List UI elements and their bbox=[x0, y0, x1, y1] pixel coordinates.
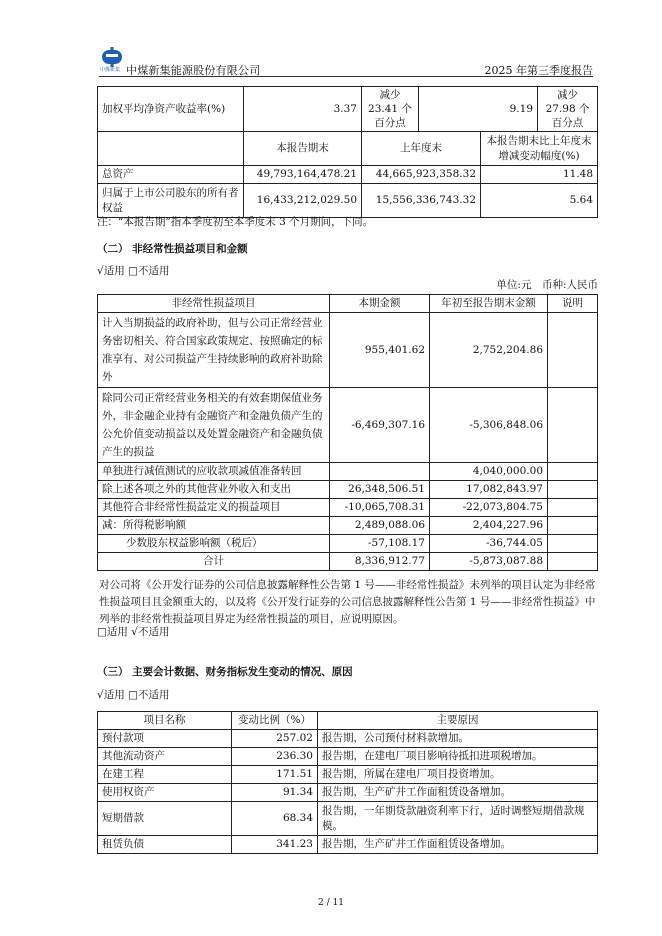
ytd-cell: 4,040,000.00 bbox=[430, 463, 548, 481]
total-row bbox=[98, 553, 598, 571]
row-end: 16,433,212,029.50 bbox=[244, 184, 362, 218]
reason-cell: 报告期，公司预付材料款增加。 bbox=[318, 730, 598, 748]
table-row bbox=[98, 748, 598, 766]
company-name: 中煤新集能源股份有限公司 bbox=[126, 64, 261, 77]
pct-cell: 171.51 bbox=[232, 766, 318, 784]
changes-table bbox=[97, 711, 598, 854]
table-row bbox=[98, 730, 598, 748]
ytd-cell: 17,082,843.97 bbox=[430, 481, 548, 499]
note-cell bbox=[548, 535, 598, 553]
sub-header-row bbox=[98, 132, 598, 166]
reason-cell: 报告期，在建电厂项目影响待抵扣进项税增加。 bbox=[318, 748, 598, 766]
current-cell: -6,469,307.16 bbox=[330, 388, 430, 463]
row-end: 49,793,164,478.21 bbox=[244, 166, 362, 184]
section3-title: （三） 主要会计数据、财务指标发生变动的情况、原因 bbox=[97, 666, 353, 678]
roe-change1: 减少 23.41 个百分点 bbox=[362, 87, 419, 132]
reason-cell: 报告期，一年期贷款融资利率下行，适时调整短期借款规模。 bbox=[318, 802, 598, 836]
logo-text: 中煤新集 bbox=[100, 67, 121, 72]
item-cell: 租赁负债 bbox=[98, 836, 232, 854]
note-cell bbox=[548, 517, 598, 535]
ytd-cell: -5,873,087.88 bbox=[430, 553, 548, 571]
item-cell: 其他符合非经常性损益定义的损益项目 bbox=[98, 499, 330, 517]
current-cell: 2,489,088.06 bbox=[330, 517, 430, 535]
table-row bbox=[98, 388, 598, 463]
table-header-row bbox=[98, 295, 598, 313]
sub-header-end: 本报告期末 bbox=[244, 132, 362, 166]
item-cell: 除同公司正常经营业务相关的有效套期保值业务外，非金融企业持有金融资产和金融负债产生的公允价值变动损益以及处置金融资产和金融负债产生的损益 bbox=[98, 388, 330, 463]
section2-applicable2: □适用 √不适用 bbox=[97, 626, 170, 638]
roe-current: 3.37 bbox=[244, 87, 362, 132]
roe-row bbox=[98, 87, 598, 132]
col-header: 非经常性损益项目 bbox=[98, 295, 330, 313]
col-header: 变动比例（%） bbox=[232, 712, 318, 730]
row-pct: 11.48 bbox=[481, 166, 598, 184]
table-row bbox=[98, 802, 598, 836]
item-cell: 少数股东权益影响额（税后） bbox=[98, 535, 330, 553]
roe-change2: 减少 27.98 个百分点 bbox=[538, 87, 598, 132]
section2-title: （二） 非经常性损益项目和金额 bbox=[97, 243, 248, 255]
key-financial-table bbox=[97, 86, 598, 218]
table-row bbox=[98, 313, 598, 388]
current-cell: 26,348,506.51 bbox=[330, 481, 430, 499]
pct-cell: 341.23 bbox=[232, 836, 318, 854]
table-row bbox=[98, 499, 598, 517]
ytd-cell: 2,404,227.96 bbox=[430, 517, 548, 535]
current-cell: 955,401.62 bbox=[330, 313, 430, 388]
current-cell: -57,108.17 bbox=[330, 535, 430, 553]
note-cell bbox=[548, 499, 598, 517]
current-cell: -10,065,708.31 bbox=[330, 499, 430, 517]
sub-header-pct: 本报告期末比上年度末增减变动幅度(%) bbox=[481, 132, 598, 166]
item-cell: 计入当期损益的政府补助，但与公司正常经营业务密切相关、符合国家政策规定、按照确定的标准享有、对公司损益产生持续影响的政府补助除外 bbox=[98, 313, 330, 388]
row-pct: 5.64 bbox=[481, 184, 598, 218]
section3-applicable: √适用 □不适用 bbox=[97, 689, 170, 701]
item-cell: 单独进行减值测试的应收款项减值准备转回 bbox=[98, 463, 330, 481]
pct-cell: 236.30 bbox=[232, 748, 318, 766]
col-header: 说明 bbox=[548, 295, 598, 313]
unit-label: 单位:元 币种:人民币 bbox=[496, 279, 598, 291]
table-row bbox=[98, 463, 598, 481]
report-title: 2025 年第三季度报告 bbox=[484, 64, 593, 77]
ytd-cell: -22,073,804.75 bbox=[430, 499, 548, 517]
table-row bbox=[98, 535, 598, 553]
col-header: 本期金额 bbox=[330, 295, 430, 313]
note-cell bbox=[548, 463, 598, 481]
row-label: 归属于上市公司股东的所有者权益 bbox=[98, 184, 244, 218]
page-number: 2 / 11 bbox=[318, 898, 344, 908]
item-cell: 其他流动资产 bbox=[98, 748, 232, 766]
non-recurring-table bbox=[97, 294, 598, 571]
ytd-cell: -5,306,848.06 bbox=[430, 388, 548, 463]
table-header-row bbox=[98, 712, 598, 730]
item-cell: 预付款项 bbox=[98, 730, 232, 748]
page-header bbox=[99, 46, 593, 77]
note-cell bbox=[548, 313, 598, 388]
item-cell: 除上述各项之外的其他营业外收入和支出 bbox=[98, 481, 330, 499]
roe-label: 加权平均净资产收益率(%) bbox=[98, 87, 244, 132]
ytd-cell: 2,752,204.86 bbox=[430, 313, 548, 388]
reason-cell: 报告期，生产矿井工作面租赁设备增加。 bbox=[318, 836, 598, 854]
reason-cell: 报告期，生产矿井工作面租赁设备增加。 bbox=[318, 784, 598, 802]
note: 注：“本报告期”指本季度初至本季度末 3 个月期间，下同。 bbox=[97, 216, 374, 228]
table-row bbox=[98, 517, 598, 535]
row-label: 总资产 bbox=[98, 166, 244, 184]
current-cell: 8,336,912.77 bbox=[330, 553, 430, 571]
col-header: 项目名称 bbox=[98, 712, 232, 730]
row-prev: 44,665,923,358.32 bbox=[362, 166, 481, 184]
section2-applicable: √适用 □不适用 bbox=[97, 265, 170, 277]
table-row bbox=[98, 166, 598, 184]
table-row bbox=[98, 481, 598, 499]
company-logo-icon bbox=[99, 46, 125, 72]
col-header: 主要原因 bbox=[318, 712, 598, 730]
reason-cell: 报告期，所属在建电厂项目投资增加。 bbox=[318, 766, 598, 784]
item-cell: 减：所得税影响额 bbox=[98, 517, 330, 535]
pct-cell: 257.02 bbox=[232, 730, 318, 748]
item-cell: 合计 bbox=[98, 553, 330, 571]
roe-ytd: 9.19 bbox=[419, 87, 538, 132]
pct-cell: 68.34 bbox=[232, 802, 318, 836]
sub-header-prev: 上年度末 bbox=[362, 132, 481, 166]
table-row bbox=[98, 836, 598, 854]
table-row bbox=[98, 784, 598, 802]
item-cell: 在建工程 bbox=[98, 766, 232, 784]
note-cell bbox=[548, 553, 598, 571]
pct-cell: 91.34 bbox=[232, 784, 318, 802]
ytd-cell: -36,744.05 bbox=[430, 535, 548, 553]
current-cell bbox=[330, 463, 430, 481]
item-cell: 短期借款 bbox=[98, 802, 232, 836]
row-prev: 15,556,336,743.32 bbox=[362, 184, 481, 218]
section2-paragraph: 对公司将《公开发行证券的公司信息披露解释性公告第 1 号——非经常性损益》未列举的项目认定为非经常性损益项目且金额重大的，以及将《公开发行证券的公司信息披露解释性公告第 1 号——非经常性损益》中列举的非经常性损益项目界定为经常性损益的项目，应说明原因。 bbox=[99, 579, 596, 625]
item-cell: 使用权资产 bbox=[98, 784, 232, 802]
table-row bbox=[98, 766, 598, 784]
col-header: 年初至报告期末金额 bbox=[430, 295, 548, 313]
note-cell bbox=[548, 388, 598, 463]
note-cell bbox=[548, 481, 598, 499]
